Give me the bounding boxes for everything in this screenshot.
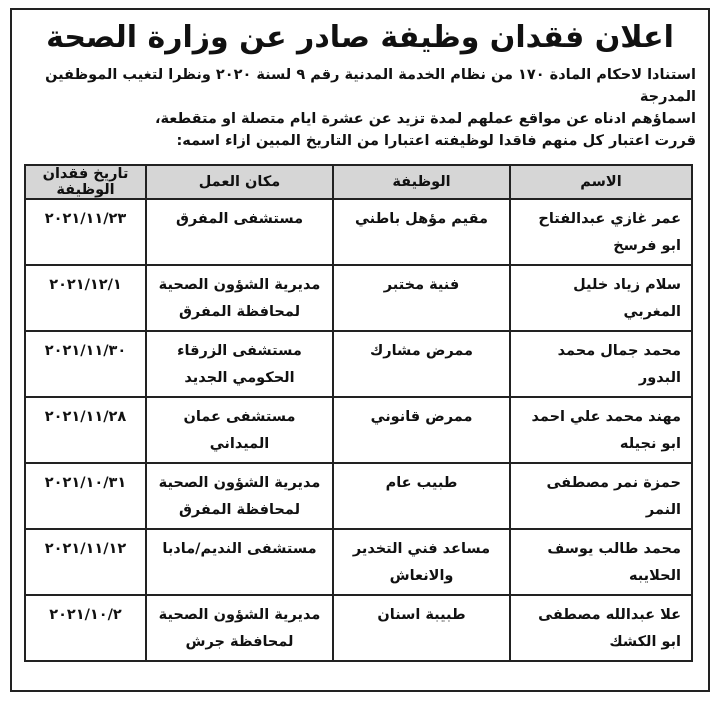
table-row: [25, 529, 692, 595]
cell-date: ٢٠٢١/١١/١٢: [25, 529, 146, 595]
cell-place: مديرية الشؤون الصحية لمحافظة المفرق: [146, 265, 333, 331]
table-row: [25, 265, 692, 331]
announcement-intro: [26, 64, 696, 152]
table-row: [25, 199, 692, 265]
header-name: الاسم: [510, 165, 692, 199]
table-row: [25, 595, 692, 661]
header-job: الوظيفة: [333, 165, 510, 199]
cell-name: علا عبدالله مصطفى ابو الكشك: [510, 595, 692, 661]
cell-place: مستشفى الزرقاء الحكومي الجديد: [146, 331, 333, 397]
intro-line: استنادا لاحكام المادة ١٧٠ من نظام الخدمة المدنية رقم ٩ لسنة ٢٠٢٠ ونظرا لتغيب الموظفين المدرجة: [45, 67, 696, 105]
cell-date: ٢٠٢١/١١/٢٨: [25, 397, 146, 463]
cell-job: فنية مختبر: [333, 265, 510, 331]
announcement-title: اعلان فقدان وظيفة صادر عن وزارة الصحة: [46, 20, 674, 55]
cell-place: مستشفى عمان الميداني: [146, 397, 333, 463]
announcement-frame: [10, 8, 710, 692]
employees-table: [24, 164, 693, 662]
table-header-row: [25, 165, 692, 199]
cell-name: محمد جمال محمد البدور: [510, 331, 692, 397]
header-date: تاريخ فقدان الوظيفة: [25, 165, 146, 199]
cell-date: ٢٠٢١/١٠/٣١: [25, 463, 146, 529]
cell-date: ٢٠٢١/١١/٢٣: [25, 199, 146, 265]
cell-name: سلام زياد خليل المغربي: [510, 265, 692, 331]
cell-name: عمر غازي عبدالفتاح ابو فرسخ: [510, 199, 692, 265]
cell-job: مقيم مؤهل باطني: [333, 199, 510, 265]
cell-name: مهند محمد علي احمد ابو نجيله: [510, 397, 692, 463]
table-row: [25, 397, 692, 463]
cell-date: ٢٠٢١/١٢/١: [25, 265, 146, 331]
cell-place: مستشفى المفرق: [146, 199, 333, 265]
cell-date: ٢٠٢١/١١/٣٠: [25, 331, 146, 397]
table-row: [25, 331, 692, 397]
cell-place: مديرية الشؤون الصحية لمحافظة جرش: [146, 595, 333, 661]
cell-name: محمد طالب يوسف الحلايبه: [510, 529, 692, 595]
cell-job: مساعد فني التخدير والانعاش: [333, 529, 510, 595]
cell-job: طبيب عام: [333, 463, 510, 529]
cell-job: ممرض قانوني: [333, 397, 510, 463]
cell-date: ٢٠٢١/١٠/٢: [25, 595, 146, 661]
table-row: [25, 463, 692, 529]
cell-place: مديرية الشؤون الصحية لمحافظة المفرق: [146, 463, 333, 529]
cell-job: ممرض مشارك: [333, 331, 510, 397]
cell-job: طبيبة اسنان: [333, 595, 510, 661]
cell-name: حمزة نمر مصطفى النمر: [510, 463, 692, 529]
header-place: مكان العمل: [146, 165, 333, 199]
intro-line: اسماؤهم ادناه عن مواقع عملهم لمدة تزيد عن عشرة ايام متصلة او متقطعة،: [154, 111, 696, 127]
cell-place: مستشفى النديم/مادبا: [146, 529, 333, 595]
intro-line: قررت اعتبار كل منهم فاقدا لوظيفته اعتبارا من التاريخ المبين ازاء اسمه:: [176, 133, 696, 149]
